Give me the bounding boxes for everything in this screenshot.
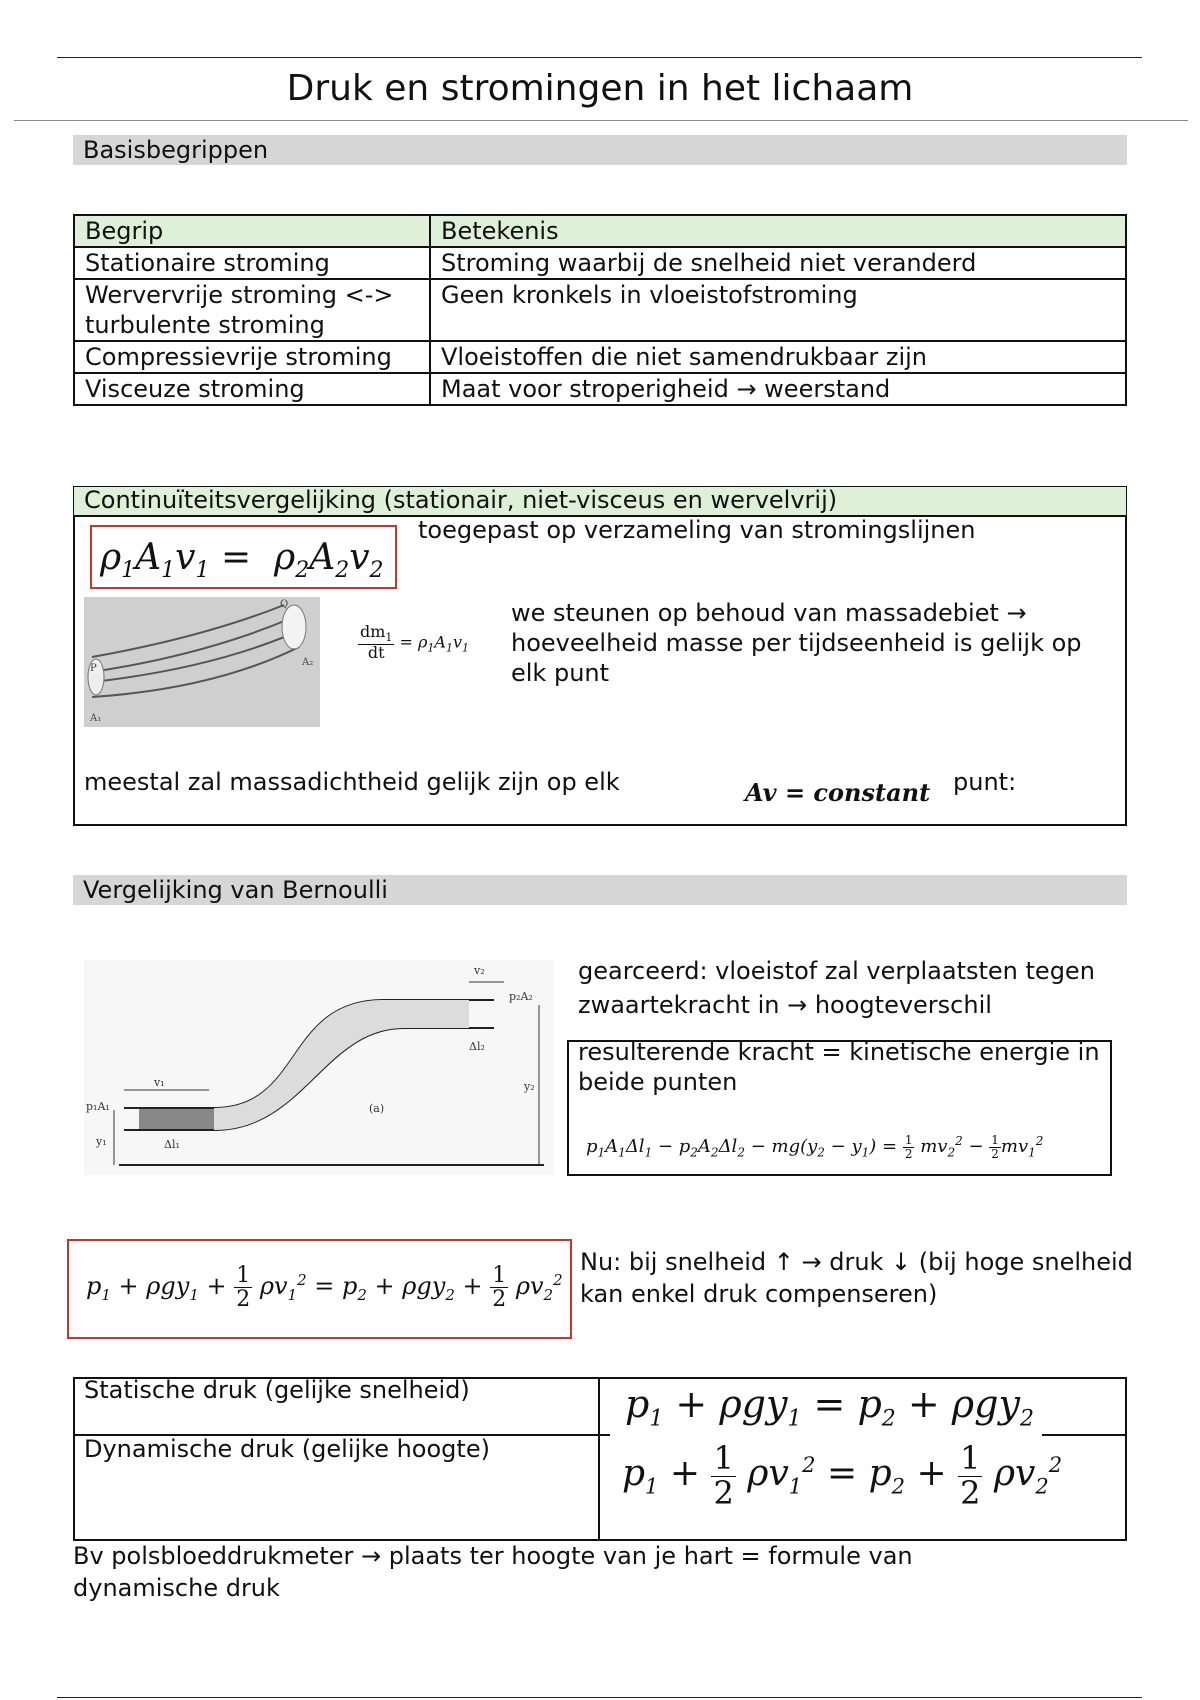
fig-label-v2: v₂ <box>474 964 485 977</box>
page-title: Druk en stromingen in het lichaam <box>286 68 914 109</box>
table-cell: Visceuze stroming <box>74 373 430 405</box>
fig-label-dl2: Δl₂ <box>469 1040 485 1053</box>
result-text: resulterende kracht = kinetische energie in beide punten <box>578 1038 1100 1096</box>
table-cell: Stroming waarbij de snelheid niet veranderd <box>430 247 1126 279</box>
table-row <box>74 373 1126 405</box>
fig-label-a1: A₁ <box>90 713 102 724</box>
flow-tube-figure <box>84 597 320 727</box>
table-row <box>74 247 1126 279</box>
mass-flow-text: we steunen op behoud van massadebiet → hoeveelheid masse per tijdseenheid is gelijk op elk punt <box>511 599 1082 687</box>
table-cell: Compressievrije stroming <box>74 341 430 373</box>
section-bernoulli: Vergelijking van Bernoulli <box>73 875 1127 905</box>
title-underline <box>14 120 1188 121</box>
footer-text: Bv polsbloeddrukmeter → plaats ter hoogte van je hart = formule van dynamische druk <box>73 1542 913 1602</box>
table-row <box>74 279 1126 341</box>
density-text: meestal zal massadichtheid gelijk zijn op elk <box>84 768 620 796</box>
table-cell: Maat voor stroperigheid → weerstand <box>430 373 1126 405</box>
fig-label-dl1: Δl₁ <box>164 1138 180 1151</box>
table-cell: Wervervrije stroming <-> turbulente stroming <box>74 279 430 341</box>
dynamic-pressure-formula: $p_1$ + $\frac{1}{2}$ $\rho v_1^2 = p_2$ + $\frac{1}{2}$ $\rho v_2^2$ <box>622 1439 1063 1512</box>
table-header-row <box>74 215 1126 247</box>
static-pressure-formula: $p_1 + \rho gy_1 = p_2 + \rho gy_2$ <box>625 1382 1034 1432</box>
fig-caption: (a) <box>369 1102 385 1115</box>
fig-label-a2: A₂ <box>302 657 314 668</box>
static-pressure-label: Statische druk (gelijke snelheid) <box>84 1376 470 1404</box>
fig-label-y2: y₂ <box>524 1080 535 1093</box>
pressure-table-divider-v <box>598 1377 600 1541</box>
fig-label-v1: v₁ <box>154 1076 165 1089</box>
table-cell: Stationaire stroming <box>74 247 430 279</box>
applied-text: toegepast op verzameling van stromingslijnen <box>418 516 976 544</box>
top-rule <box>57 57 1142 58</box>
fig-label-p: P <box>90 663 97 674</box>
geared-text: gearceerd: vloeistof zal verplaatsten tegen zwaartekracht in → hoogteverschil <box>578 957 1095 1019</box>
bernoulli-pipe-figure <box>84 960 554 1175</box>
table-cell: Geen kronkels in vloeistofstroming <box>430 279 1126 341</box>
section-basisbegrippen: Basisbegrippen <box>73 135 1127 165</box>
table-cell: Vloeistoffen die niet samendrukbaar zijn <box>430 341 1126 373</box>
continuity-title: Continuïteitsvergelijking (stationair, niet-visceus en wervelvrij) <box>84 486 838 514</box>
bottom-rule <box>57 1697 1142 1698</box>
table-header-cell: Begrip <box>74 215 430 247</box>
dynamic-pressure-label: Dynamische druk (gelijke hoogte) <box>84 1435 490 1463</box>
work-energy-formula: $p_1A_1\Delta l_1 - p_2A_2\Delta l_2 - mg(y_2 - y_1)$ = $\frac{1}{2}$ $mv_2^2$ − $\frac{1}{2}$ $mv_1^2$ <box>586 1133 1044 1161</box>
mass-flow-formula: $\frac{dm_1}{dt}$ = $\rho_1A_1v_1$ <box>360 622 470 662</box>
now-text: Nu: bij snelheid ↑ → druk ↓ (bij hoge snelheid kan enkel druk compenseren) <box>580 1248 1133 1308</box>
fig-label-p2a2: p₂A₂ <box>509 990 533 1003</box>
table-row <box>74 341 1126 373</box>
table-header-cell: Betekenis <box>430 215 1126 247</box>
fig-label-q: Q <box>280 599 289 610</box>
fig-label-p1a1: p₁A₁ <box>86 1100 110 1113</box>
bernoulli-formula: $p_1 + \rho gy_1$ + $\frac{1}{2}$ $\rho v_1^2 = p_2 + \rho gy_2$ + $\frac{1}{2}$ $\rho v_2^2$ <box>86 1263 563 1313</box>
density-text-end: punt: <box>953 768 1017 796</box>
continuity-formula: $\rho_1A_1v_1 = \rho_2A_2v_2$ <box>100 537 384 584</box>
definitions-table <box>73 214 1127 406</box>
av-constant-formula: Av = constant <box>745 778 931 807</box>
fig-label-y1: y₁ <box>96 1135 107 1148</box>
